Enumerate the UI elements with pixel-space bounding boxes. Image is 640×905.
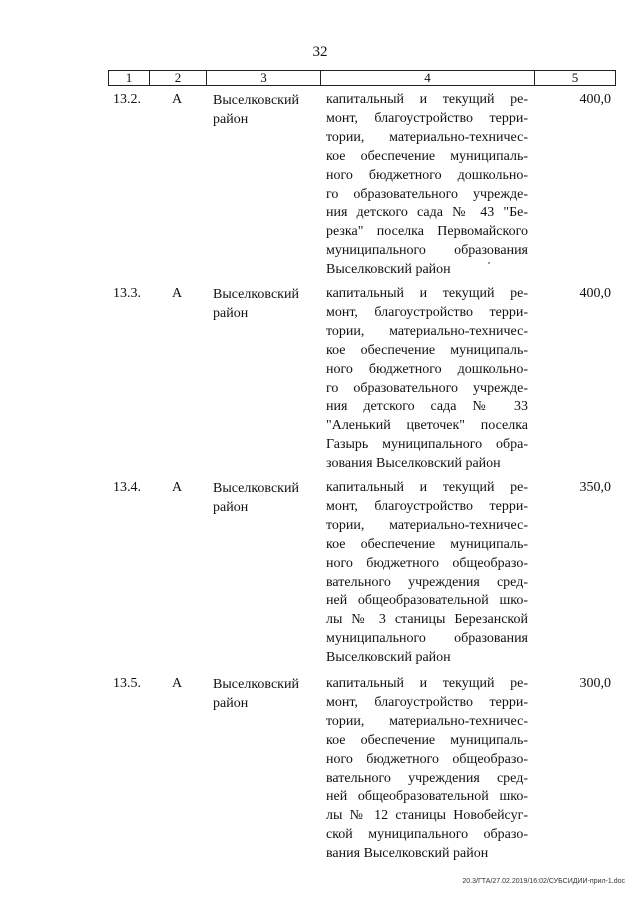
row-number: 13.2. [113, 92, 141, 107]
row-amount: 400,0 [579, 286, 611, 301]
row-amount: 300,0 [579, 676, 611, 691]
row-district: Выселковский район [213, 677, 299, 711]
column-header-1: 1 [109, 71, 150, 86]
row-number: 13.5. [113, 676, 141, 691]
row-description: капитальный и текущий ре- монт, благоустройство терри- тории, материально-техничес- кое обеспечение муниципаль- ного бюджетного общеобразо- вательного учреждения сред- ней общеобразовательной шко- лы № 3 станицы Березанской муниципального образования Выселковский район [326, 480, 528, 666]
row-code: А [172, 480, 183, 495]
page-number: 32 [312, 44, 328, 60]
row-amount: 350,0 [579, 480, 611, 495]
column-header-row [108, 70, 616, 86]
scan-speck [488, 262, 490, 264]
row-number: 13.3. [113, 286, 141, 301]
row-number: 13.4. [113, 480, 141, 495]
row-district: Выселковский район [213, 481, 299, 515]
row-district: Выселковский район [213, 93, 299, 127]
row-description: капитальный и текущий ре- монт, благоустройство терри- тории, материально-техничес- кое обеспечение муниципаль- ного бюджетного дошкольно- го образовательного учрежде- ния детского сада № 33 "Аленький цветочек" поселка Газырь муниципального обра- зования Выселковский район [326, 286, 528, 472]
file-path-footer: 20.3/ГТА/27.02.2019/16:02/СУБСИДИИ-прил-1.doc [462, 878, 625, 885]
column-header-3: 3 [207, 71, 321, 86]
row-code: А [172, 92, 183, 107]
row-district: Выселковский район [213, 287, 299, 321]
column-header-4: 4 [321, 71, 535, 86]
column-header-5: 5 [535, 71, 616, 86]
row-amount: 400,0 [579, 92, 611, 107]
row-description: капитальный и текущий ре- монт, благоустройство терри- тории, материально-техничес- кое обеспечение муниципаль- ного бюджетного общеобразо- вательного учреждения сред- ней общеобразовательной шко- лы № 12 станицы Новобейсуг- ской муниципального образо- вания Выселковский район [326, 676, 528, 862]
row-code: А [172, 676, 183, 691]
row-code: А [172, 286, 183, 301]
column-header-2: 2 [150, 71, 207, 86]
row-description: капитальный и текущий ре- монт, благоустройство терри- тории, материально-техничес- кое обеспечение муниципаль- ного бюджетного дошкольно- го образовательного учрежде- ния детского сада № 43 "Бе- резка" поселка Первомайского муниципального образования Выселковский район [326, 92, 528, 278]
